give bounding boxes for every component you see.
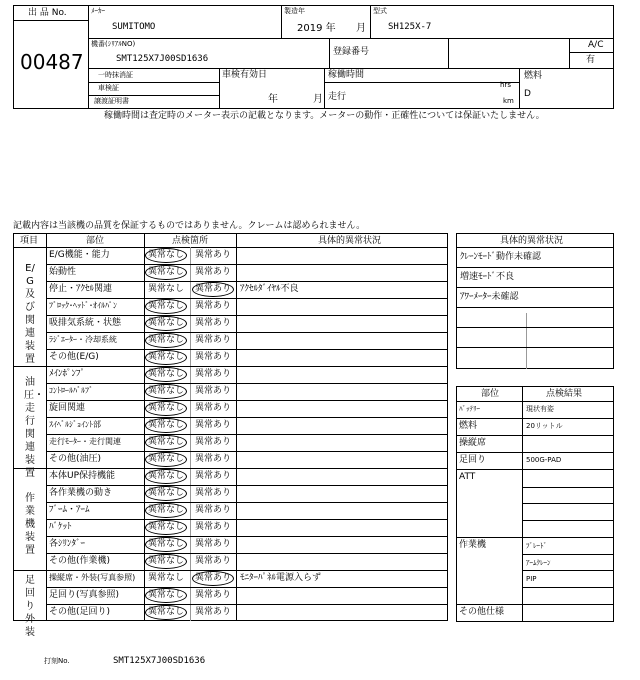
row-divider (456, 327, 614, 328)
row-divider (46, 383, 448, 384)
detail-item: 増速ﾓｰﾄﾞ不良 (460, 272, 515, 282)
divider (456, 537, 614, 538)
month-label: 月 (356, 23, 366, 34)
row-divider (46, 587, 448, 588)
group-label: E/G及び関連装置 (25, 263, 35, 365)
selection-circle (145, 248, 187, 263)
row-part: 停止・ｱｸｾﾙ関連 (49, 284, 113, 294)
row-divider (46, 417, 448, 418)
row-part: ｺﾝﾄﾛｰﾙﾊﾞﾙﾌﾞ (49, 386, 93, 395)
divider (456, 452, 614, 453)
row-part: 始動性 (49, 267, 77, 277)
ok-option[interactable]: 異常なし (148, 556, 185, 566)
inspection-cert-label: 車検証 (98, 84, 119, 92)
row-divider (46, 553, 448, 554)
group-label: 作業機装置 (25, 493, 35, 556)
group-label: 油圧・走行関連装置 (24, 377, 44, 479)
undercarriage-value: 500G-PAD (526, 456, 562, 464)
row-detail: ﾓﾆﾀｰﾊﾟﾈﾙ電源入らず (240, 573, 322, 583)
divider (456, 435, 614, 436)
year-value: 2019 年 (297, 23, 336, 34)
work-item: ﾌﾞﾚｰﾄﾞ (526, 542, 547, 550)
ng-option[interactable]: 異常あり (195, 607, 232, 617)
col-item-header: 項目 (20, 236, 39, 246)
row-divider (46, 400, 448, 401)
op-hours-label: 稼働時間 (328, 70, 365, 80)
ng-option[interactable]: 異常あり (195, 267, 232, 277)
row-divider (46, 519, 448, 520)
battery-value: 現状有姿 (526, 405, 554, 413)
fuel-label: 燃料 (524, 71, 543, 81)
row-divider (46, 502, 448, 503)
other-spec-label: その他仕様 (459, 607, 505, 617)
ng-option[interactable]: 異常あり (195, 539, 232, 549)
ok-option[interactable]: 異常なし (148, 539, 185, 549)
divider (448, 38, 449, 68)
row-part: 各作業機の動き (49, 488, 113, 498)
selection-circle (145, 537, 187, 552)
divider (88, 5, 89, 109)
ac-value: 有 (586, 55, 596, 65)
row-part: ﾗｼﾞｴｰﾀｰ・冷却系統 (49, 335, 117, 344)
ng-option[interactable]: 異常あり (195, 522, 232, 532)
selection-circle (145, 486, 187, 501)
ng-option[interactable]: 異常あり (195, 454, 232, 464)
maker-label: ﾒｰｶｰ (91, 7, 105, 15)
att-label: ATT (459, 472, 476, 482)
selection-circle (145, 418, 187, 433)
ng-option[interactable]: 異常あり (195, 352, 232, 362)
row-divider (456, 267, 614, 268)
ac-label: A/C (588, 40, 604, 50)
ng-option[interactable]: 異常あり (195, 318, 232, 328)
model-value: SH125X-7 (388, 22, 432, 32)
selection-circle (145, 452, 187, 467)
selection-circle (145, 554, 187, 569)
selection-circle (145, 316, 187, 331)
fuel-value: 20リットル (526, 422, 563, 430)
ok-option[interactable]: 異常なし (148, 522, 185, 532)
row-divider (456, 307, 614, 308)
row-part: 足回り(写真参照) (49, 590, 120, 600)
selection-circle (145, 435, 187, 450)
divider (324, 82, 519, 83)
divider (46, 233, 47, 621)
ok-option[interactable]: 異常なし (148, 420, 185, 430)
row-part: 旋回関連 (49, 403, 86, 413)
col-part-header: 部位 (481, 389, 500, 399)
cab-label: 操縦席 (459, 438, 487, 448)
row-part: ﾊﾞｹｯﾄ (49, 522, 72, 532)
ng-option[interactable]: 異常あり (195, 403, 232, 413)
divider (13, 247, 448, 248)
row-part: 本体UP保持機能 (49, 471, 116, 481)
row-divider (46, 485, 448, 486)
ng-option[interactable]: 異常あり (195, 420, 232, 430)
selection-circle (145, 401, 187, 416)
selection-circle (145, 265, 187, 280)
row-divider (46, 298, 448, 299)
row-divider (46, 264, 448, 265)
row-divider (46, 434, 448, 435)
row-part: ﾒｲﾝﾎﾟﾝﾌﾟ (49, 369, 86, 379)
ng-option[interactable]: 異常あり (195, 573, 232, 583)
divider (522, 570, 614, 571)
row-divider (46, 281, 448, 282)
selection-circle (145, 503, 187, 518)
expiry-month: 月 (313, 94, 323, 105)
selection-circle (145, 588, 187, 603)
ng-option[interactable]: 異常あり (195, 556, 232, 566)
fuel-label: 燃料 (459, 421, 478, 431)
divider (569, 52, 614, 53)
fuel-value: D (524, 89, 531, 99)
divider (456, 401, 614, 402)
row-divider (46, 315, 448, 316)
row-detail: ｱｸｾﾙﾀﾞｲﾔﾙ不良 (240, 284, 299, 294)
selection-circle (145, 299, 187, 314)
row-part: 吸排気系統・状態 (49, 318, 122, 328)
divider (13, 20, 88, 21)
row-part: 走行ﾓｰﾀｰ・走行関連 (49, 437, 121, 446)
stamp-label: 打刻No. (44, 657, 70, 665)
divider (519, 68, 520, 109)
selection-circle (145, 350, 187, 365)
divider (88, 38, 614, 39)
divider (88, 82, 219, 83)
selection-circle (145, 469, 187, 484)
divider (329, 38, 330, 68)
row-divider (13, 366, 448, 367)
row-divider (46, 604, 448, 605)
detail-item: ｱﾜｰﾒｰﾀｰ未確認 (460, 292, 519, 302)
ok-option[interactable]: 異常なし (148, 471, 185, 481)
serial-label: 機番(ｼﾘｱﾙNO) (91, 40, 136, 48)
divider (456, 604, 614, 605)
ng-option[interactable]: 異常あり (195, 386, 232, 396)
ng-option[interactable]: 異常あり (195, 301, 232, 311)
ok-option[interactable]: 異常なし (148, 250, 185, 260)
selection-circle (145, 367, 187, 382)
ok-option[interactable]: 異常なし (148, 437, 185, 447)
divider (569, 38, 570, 68)
col-part-header: 部位 (86, 236, 105, 246)
selection-circle (145, 520, 187, 535)
selection-circle (145, 384, 187, 399)
row-part: 各ｼﾘﾝﾀﾞｰ (49, 539, 86, 549)
row-part: ﾌﾞｰﾑ・ｱｰﾑ (49, 505, 90, 515)
reg-label: 登録番号 (333, 47, 370, 57)
divider (88, 68, 614, 69)
row-divider (46, 536, 448, 537)
col-result-header: 点検結果 (546, 389, 583, 399)
ng-option[interactable]: 異常あり (195, 437, 232, 447)
ng-option[interactable]: 異常あり (195, 505, 232, 515)
divider (526, 313, 527, 369)
hrs-unit: hrs (500, 81, 511, 89)
row-divider (13, 570, 448, 571)
row-divider (456, 287, 614, 288)
ok-option[interactable]: 異常なし (148, 573, 185, 583)
ok-option[interactable]: 異常なし (148, 267, 185, 277)
ok-option[interactable]: 異常なし (148, 590, 185, 600)
row-divider (46, 349, 448, 350)
note-top: 稼働時間は査定時のメーター表示の記載となります。メーターの動作・正確性については保証いたしません。 (104, 111, 545, 121)
selection-circle (145, 605, 187, 620)
ng-option[interactable]: 異常あり (195, 488, 232, 498)
ok-option[interactable]: 異常なし (148, 301, 185, 311)
ng-option[interactable]: 異常あり (195, 369, 232, 379)
ok-option[interactable]: 異常なし (148, 352, 185, 362)
detail-item: ｸﾚｰﾝﾓｰﾄﾞ動作未確認 (460, 252, 542, 262)
row-divider (456, 347, 614, 348)
divider (522, 487, 614, 488)
ok-option[interactable]: 異常なし (148, 369, 185, 379)
divider (88, 95, 219, 96)
stamp-value: SMT125X7J00SD1636 (113, 656, 206, 666)
disclaimer: 記載内容は当該機の品質を保証するものではありません。クレームは認められません。 (13, 221, 366, 231)
row-divider (46, 451, 448, 452)
ng-option[interactable]: 異常あり (195, 284, 232, 294)
item-no-value: 00487 (20, 50, 84, 74)
ok-option[interactable]: 異常なし (148, 403, 185, 413)
serial-value: SMT125X7J00SD1636 (116, 54, 209, 64)
row-part: その他(作業機) (49, 556, 111, 566)
row-part: その他(足回り) (49, 607, 111, 617)
row-part: 操縦席・外装(写真参照) (49, 573, 136, 582)
divider (219, 68, 220, 109)
selection-circle (192, 571, 234, 586)
row-part: その他(油圧) (49, 454, 102, 464)
row-divider (46, 332, 448, 333)
work-label: 作業機 (459, 540, 487, 550)
selection-circle (192, 282, 234, 297)
row-part: E/G機能・能力 (49, 250, 110, 260)
col-detail-header: 具体的異常状況 (318, 236, 382, 246)
ok-option[interactable]: 異常なし (148, 386, 185, 396)
ok-option[interactable]: 異常なし (148, 607, 185, 617)
battery-label: ﾊﾞｯﾃﾘｰ (459, 405, 480, 413)
work-item: PIP (526, 575, 537, 583)
inspection-expiry-label: 車検有効日 (222, 70, 268, 80)
right-detail-title: 具体的異常状況 (500, 236, 564, 246)
item-no-label: 出 品 No. (28, 8, 67, 18)
ok-option[interactable]: 異常なし (148, 454, 185, 464)
divider (522, 503, 614, 504)
ng-option[interactable]: 異常あり (195, 335, 232, 345)
divider (236, 233, 237, 621)
row-part: その他(E/G) (49, 352, 99, 362)
row-part: ｽｲﾍﾞﾙｼﾞｮｲﾝﾄ部 (49, 420, 101, 429)
ok-option[interactable]: 異常なし (148, 505, 185, 515)
divider (456, 247, 614, 248)
mileage-label: 走行 (328, 92, 347, 102)
ng-option[interactable]: 異常あり (195, 250, 232, 260)
divider (522, 554, 614, 555)
divider (522, 587, 614, 588)
selection-circle (145, 333, 187, 348)
col-check-header: 点検箇所 (172, 236, 209, 246)
divider (370, 5, 371, 38)
factory-cert-label: 譲渡証明書 (94, 97, 129, 105)
ok-option[interactable]: 異常なし (148, 318, 185, 328)
ok-option[interactable]: 異常なし (148, 488, 185, 498)
undercarriage-label: 足回り (459, 455, 487, 465)
row-divider (13, 468, 448, 469)
row-part: ﾌﾞﾛｯｸ･ﾍｯﾄﾞ･ｵｲﾙﾊﾟﾝ (49, 301, 117, 310)
expiry-year: 年 (268, 94, 278, 105)
ok-option[interactable]: 異常なし (148, 335, 185, 345)
divider (522, 520, 614, 521)
temp-permit-label: 一時抹消証 (98, 71, 133, 79)
ng-option[interactable]: 異常あり (195, 471, 232, 481)
divider (281, 5, 282, 38)
divider (456, 418, 614, 419)
group-label: 足回り外装 (25, 575, 35, 638)
model-label: 型式 (373, 7, 387, 15)
ng-option[interactable]: 異常あり (195, 590, 232, 600)
work-item: ｱｰﾑｸﾚｰﾝ (526, 559, 551, 567)
maker-value: SUMITOMO (112, 22, 156, 32)
divider (456, 469, 614, 470)
divider (324, 68, 325, 109)
year-label: 製造年 (284, 7, 305, 15)
km-unit: km (503, 97, 514, 105)
ok-option[interactable]: 異常なし (148, 284, 185, 294)
